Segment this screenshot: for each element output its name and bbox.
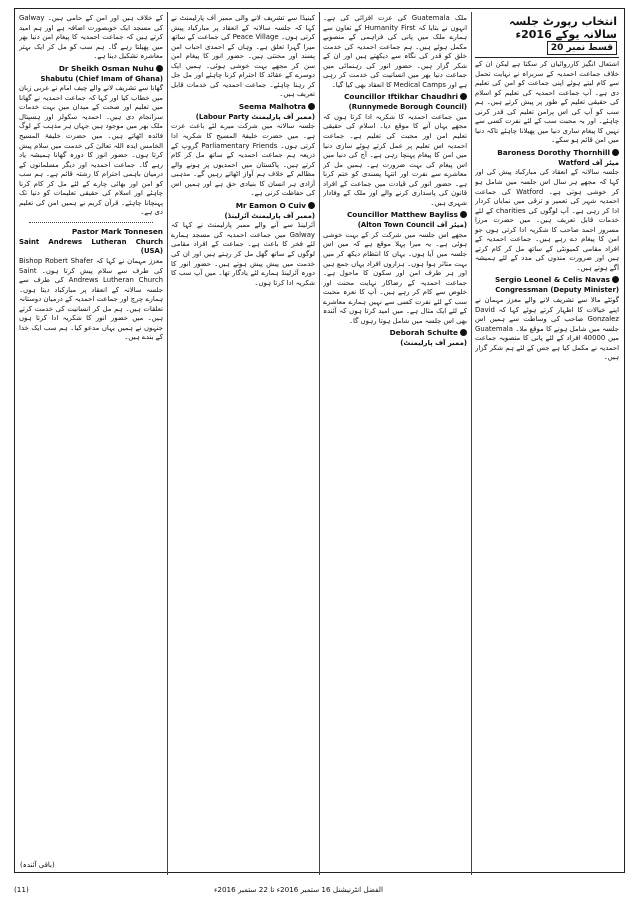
article-paragraph: معزز مہمان نے کہا کہ Bishop Robert Shafer کی طرف سے سلام پیش کرتا ہوں۔ Saint Andrews Lutheran Church کی طرف سے جلسہ سالانہ کے انعقاد پر مبارکباد دیتا ہوں۔ ہمارے چرچ اور جماعت احمدیہ کے درمیان دوستانہ تعلقات ہیں۔ ہم مل کر انسانیت کی خدمت کرتے ہیں۔ میں حضور انور کا شکریہ ادا کرتا ہوں جنہوں نے ہمیں یہاں مدعو کیا۔ ہم سب ایک خدا کے بندے ہیں۔ xyxy=(19,257,163,342)
speaker-title: (Chief Imam of Ghana) Shabutu xyxy=(40,74,163,83)
speaker-name: Seema Malhotra xyxy=(238,101,306,111)
speaker-name: Sergio Leonel & Celis Navas xyxy=(494,275,610,285)
speaker-name: Councillor Matthew Bayliss xyxy=(346,210,458,220)
speaker-heading xyxy=(475,275,619,285)
column-left xyxy=(19,14,163,873)
speaker-name: Baroness Dorothy Thornhill xyxy=(497,147,610,157)
article-paragraph: کے خلاف ہیں اور امن کے حامی ہیں۔ Galway کی مسجد ایک خوبصورت اضافہ ہے اور ہم امید کرتے ہیں کہ جماعت احمدیہ کا پیغام امن دنیا بھر میں پھیلتا رہے گا۔ ہم سب کو مل کر ایک بہتر معاشرہ تشکیل دینا ہے۔ xyxy=(19,14,163,61)
speaker-name: Pastor Mark Tonnesen xyxy=(71,226,163,236)
article-paragraph: کینیڈا سے تشریف لانے والی ممبر آف پارلیمنٹ نے کہا کہ جلسہ سالانہ کے انعقاد پر مبارکباد پیش کرتی ہوں۔ Peace Village کی جماعت کے ساتھ میرا گہرا تعلق ہے۔ وہاں کے احمدی احباب امن پسند اور محنتی ہیں۔ حضور انور کا پیغام امن سن کر مجھے بہت خوشی ہوئی۔ ہمیں ایک دوسرے کے عقائد کا احترام کرنا چاہئے اور مل جل کر رہنا چاہئے۔ جماعت احمدیہ کی خدمات قابل تعریف ہیں۔ xyxy=(171,14,315,99)
speaker-heading xyxy=(475,148,619,158)
article-paragraph: جلسہ سالانہ میں شرکت میرے لئے باعث عزت ہے۔ میں حضرت خلیفۃ المسیح کا شکریہ ادا کرتی ہوں۔ Parliamentary Friends گروپ کے ذریعہ ہم جماعت احمدیہ کے ساتھ مل کر کام کرتے ہیں۔ پاکستان میں احمدیوں پر ہونے والے مظالم کے خلاف ہم آواز اٹھاتے رہیں گے۔ مذہبی آزادی ہر انسان کا بنیادی حق ہے اور ہمیں اس کی حفاظت کرنی ہے۔ xyxy=(171,122,315,198)
bullet-icon xyxy=(460,93,467,100)
bullet-icon xyxy=(460,211,467,218)
speaker-heading xyxy=(323,210,467,220)
speaker-heading xyxy=(19,227,163,237)
speaker-heading xyxy=(19,64,163,74)
column-rule xyxy=(471,12,472,875)
column-right xyxy=(475,14,619,873)
speaker-heading xyxy=(171,201,315,211)
page-number: (11) xyxy=(14,885,29,894)
speaker-name: Dr Sheikh Osman Nuhu xyxy=(58,63,154,73)
bullet-icon xyxy=(460,329,467,336)
speaker-title: (میئر آف Alton Town Council) xyxy=(357,221,467,230)
issue-date: الفضل انٹرنیشنل 16 ستمبر 2016ء تا 22 ستمبر 2016ء xyxy=(214,885,383,894)
report-part: قسط نمبر 20 xyxy=(547,41,617,55)
bullet-icon xyxy=(156,65,163,72)
continued-note: (باقی آئندہ) xyxy=(20,861,55,869)
report-header xyxy=(475,14,619,58)
column-rule xyxy=(167,12,168,875)
bullet-icon xyxy=(612,149,619,156)
article-paragraph: اشتعال انگیز کارروائیاں کر سکتا ہے لیکن ان کے خلاف جماعت احمدیہ کے سربراہ نے نہایت تحمل سے کام لیتے ہوئے اپنی جماعت کو امن کی تعلیم دی ہے۔ آپ جماعت احمدیہ کی تعلیم کو اسلام کی حقیقی تعلیم کے طور پر پیش کرتے ہیں۔ ہم سب کو آپ کی اس پرامن تعلیم کی قدر کرنی چاہئے۔ اور یہ محبت سب کے لئے نفرت کسی سے نہیں کا پیغام ساری دنیا میں پھیلانا چاہئے تاکہ دنیا میں امن قائم ہو سکے۔ xyxy=(475,60,619,145)
speaker-name: Councillor Iftikhar Chaudhri xyxy=(344,92,458,102)
column-middle-right xyxy=(323,14,467,873)
article-paragraph: مجھے اس جلسہ میں شرکت کر کے بہت خوشی ہوئی ہے۔ یہ میرا پہلا موقع ہے کہ میں اس جلسہ میں آیا ہوں۔ یہاں کا انتظام دیکھ کر میں بہت متاثر ہوا ہوں۔ ہزاروں افراد یہاں جمع ہیں اور ہر طرف امن اور سکون کا ماحول ہے۔ جماعت احمدیہ کے رضاکار نہایت محنت اور خلوص سے کام کر رہے ہیں۔ آپ کا نعرہ محبت سب کے لئے نفرت کسی سے نہیں ہمارے معاشرے کے لئے ایک مثال ہے۔ میں امید کرتا ہوں کہ آئندہ بھی اس جلسہ میں شامل ہوتا رہوں گا۔ xyxy=(323,230,467,325)
speaker-title: (Runnymede Borough Council) xyxy=(348,103,467,112)
section-separator xyxy=(29,222,153,223)
article-paragraph: ملک Guatemala کی عزت افزائی کی ہے۔ انہوں نے بتایا کہ Humanity First کے تعاون سے ہمارے ملک میں پانی کی فراہمی کے منصوبے مکمل ہوئے ہیں۔ ہم جماعت احمدیہ کی خدمت خلق کو قدر کی نگاہ سے دیکھتے ہیں اور ان کے شکر گزار ہیں۔ حضور انور کی رہنمائی میں جماعت دنیا بھر میں انسانیت کی خدمت کر رہی ہے اور Medical Camps کا انعقاد بھی کیا گیا۔ xyxy=(323,14,467,89)
bullet-icon xyxy=(308,202,315,209)
article-paragraph: میں جماعت احمدیہ کا شکریہ ادا کرتا ہوں کہ مجھے یہاں آنے کا موقع دیا۔ اسلام کی حقیقی تعلیم امن اور محبت کی تعلیم ہے۔ جماعت احمدیہ اس تعلیم پر عمل کرتے ہوئے ساری دنیا میں امن کا پیغام پہنچا رہی ہے۔ آج کی دنیا میں اس پیغام کی بہت ضرورت ہے۔ ہمیں مل کر معاشرے سے نفرت اور انتہا پسندی کو ختم کرنا ہے۔ حضور انور کی قیادت میں جماعت کے افراد قانون کی پاسداری کرنے والے اور ملک کے وفادار شہری ہیں۔ xyxy=(323,112,467,207)
column-rule xyxy=(319,12,320,875)
speaker-name: Mr Eamon O Cuiv xyxy=(235,200,306,210)
speaker-heading xyxy=(323,328,467,338)
article-paragraph: گھانا سے تشریف لانے والے چیف امام نے عربی زبان میں خطاب کیا اور کہا کہ جماعت احمدیہ نے گھانا میں تعلیم اور صحت کے میدان میں بہت خدمات سرانجام دی ہیں۔ احمدیہ سکولز اور ہسپتال ملک بھر میں موجود ہیں جہاں ہر مذہب کے لوگ فائدہ اٹھاتے ہیں۔ میں حضرت خلیفۃ المسیح الخامس ایدہ اللہ تعالیٰ کی خدمت میں سلام پیش کرتا ہوں۔ حضور انور کا دورہ گھانا ہمیشہ یاد رہے گا۔ جماعت احمدیہ اور دیگر مسلمانوں کے درمیان باہمی احترام کا رشتہ قائم ہے۔ ہم سب کو امن اور بھائی چارے کے لئے مل کر کام کرنا چاہئے اور اسلام کی حقیقی تعلیمات کو دنیا تک پہنچانا چاہئے۔ قرآن کریم نے ہمیں امن کی تعلیم دی ہے۔ xyxy=(19,84,163,217)
page-footer xyxy=(14,885,625,897)
speaker-title: (ممبر آف پارلیمنٹ Labour Party) xyxy=(195,112,315,121)
speaker-heading xyxy=(171,102,315,112)
bullet-icon xyxy=(612,276,619,283)
column-middle-left xyxy=(171,14,315,873)
report-title: انتخاب رپورٹ جلسہ سالانہ یوکے 2016ء xyxy=(509,15,617,41)
speaker-name: Deborah Schulte xyxy=(389,328,458,338)
speaker-title: (ممبر آف پارلیمنٹ) xyxy=(400,339,467,348)
speaker-heading xyxy=(323,92,467,102)
speaker-title: (ممبر آف پارلیمنٹ آئرلینڈ) xyxy=(224,211,315,220)
article-paragraph: آئرلینڈ سے آنے والے ممبر پارلیمنٹ نے کہا کہ Galway میں جماعت احمدیہ کی مسجد ہمارے لئے فخر کا باعث ہے۔ جماعت کے افراد مقامی لوگوں کے ساتھ گھل مل کر رہتے ہیں اور ان کی خدمت میں پیش پیش ہوتے ہیں۔ حضور انور کا دورہ آئرلینڈ ہمارے لئے یادگار تھا۔ میں آپ سب کا شکریہ ادا کرتا ہوں۔ xyxy=(171,221,315,287)
speaker-title: Congressman (Deputy Minister) xyxy=(495,286,619,295)
speaker-title: میئر آف Watford xyxy=(558,158,619,167)
article-paragraph: گوئٹے مالا سے تشریف لانے والے معزز مہمان نے اپنے خیالات کا اظہار کرتے ہوئے کہا کہ David Gonzalez صاحب کی وساطت سے ہمیں اس جلسہ میں شامل ہونے کا موقع ملا۔ Guatemala میں 40000 افراد کے لئے پانی کا منصوبہ جماعت احمدیہ نے مکمل کیا ہے جس کے لئے ہم شکر گزار ہیں۔ xyxy=(475,296,619,362)
speaker-title: Saint Andrews Lutheran Church (USA) xyxy=(19,237,163,256)
article-paragraph: جلسہ سالانہ کے انعقاد کی مبارکباد پیش کی اور کہا کہ مجھے ہر سال اس جلسہ میں شامل ہو کر خوشی ہوتی ہے۔ Watford کی جماعت احمدیہ شہر کی تعمیر و ترقی میں نمایاں کردار ادا کر رہی ہے۔ آپ لوگوں کی charities کے لئے خدمات قابل تعریف ہیں۔ میں حضرت مرزا مسرور احمد صاحب کا شکریہ ادا کرتی ہوں جو امن کا پیغام دے رہے ہیں۔ جماعت احمدیہ کے افراد مقامی کمیونٹی کے ساتھ مل کر کام کرتے ہیں اور ضرورت مندوں کی مدد کے لئے ہمیشہ آگے ہوتے ہیں۔ xyxy=(475,168,619,272)
newspaper-page xyxy=(14,8,625,879)
bullet-icon xyxy=(308,103,315,110)
